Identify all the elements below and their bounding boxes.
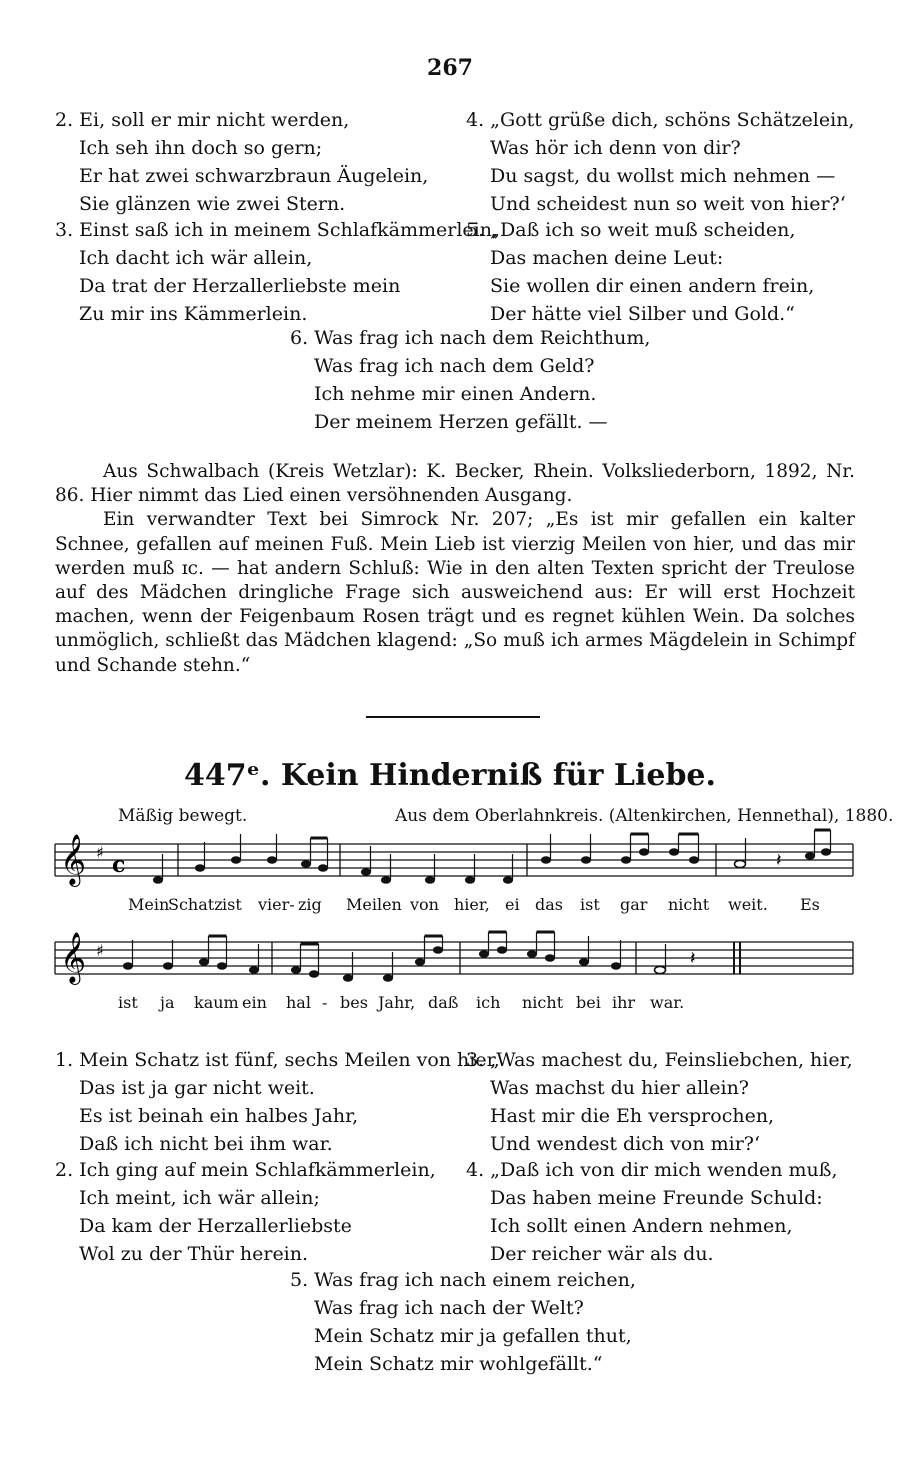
- verse-line: Daß ich nicht bei ihm war.: [79, 1133, 333, 1155]
- sharp-icon: ♯: [96, 843, 104, 862]
- treble-clef-icon: 𝄞: [60, 834, 87, 885]
- verse-line: Was hör ich denn von dir?: [490, 137, 741, 159]
- verse-line: Ich meint, ich wär allein;: [79, 1187, 320, 1209]
- verse-line: 5. „Daß ich so weit muß scheiden,: [466, 219, 796, 241]
- verse-line: Mein Schatz mir wohlgefällt.“: [314, 1353, 603, 1375]
- verse-line: Ich sollt einen Andern nehmen,: [490, 1215, 793, 1237]
- commentary: [55, 460, 855, 678]
- lyric-syllable: das: [535, 895, 563, 914]
- stanza-bottom-1: [55, 1046, 500, 1158]
- verse-line: Da trat der Herzallerliebste mein: [79, 275, 401, 297]
- verse-line: 2. Ich ging auf mein Schlafkämmerlein,: [55, 1159, 436, 1181]
- commentary-paragraph: Aus Schwalbach (Kreis Wetzlar): K. Becker, Rhein. Volksliederborn, 1892, Nr. 86. Hier nimmt das Lied einen versöhnenden Ausgang.: [55, 461, 855, 507]
- stanza-bottom-5: [290, 1266, 636, 1378]
- lyric-syllable: nicht: [522, 993, 564, 1012]
- notes-group-1: [154, 830, 831, 883]
- verse-line: 3. Einst saß ich in meinem Schlafkämmerlein,: [55, 219, 499, 241]
- verse-line: 4. „Daß ich von dir mich wenden muß,: [466, 1159, 838, 1181]
- verse-line: Der meinem Herzen gefällt. —: [314, 411, 608, 433]
- song-source: Aus dem Oberlahnkreis. (Altenkirchen, Hennethal), 1880.: [395, 806, 894, 826]
- lyric-syllable: Mein: [128, 895, 170, 914]
- verse-line: Der reicher wär als du.: [490, 1243, 714, 1265]
- lyric-syllable: Jahr,: [378, 993, 416, 1012]
- common-time-icon: c: [112, 852, 126, 878]
- verse-line: Mein Schatz mir ja gefallen thut,: [314, 1325, 632, 1347]
- lyric-syllable: weit.: [728, 895, 768, 914]
- quarter-rest-icon: 𝄽: [776, 850, 782, 871]
- stanza-bottom-4: [466, 1156, 838, 1268]
- stanza-top-4: [466, 106, 854, 218]
- verse-line: Sie glänzen wie zwei Stern.: [79, 193, 346, 215]
- lyric-syllable: ei: [505, 895, 520, 914]
- verse-line: 4. „Gott grüße dich, schöns Schätzelein,: [466, 109, 855, 131]
- lyric-syllable: Schatz: [168, 895, 223, 914]
- verse-line: Der hätte viel Silber und Gold.“: [490, 303, 795, 325]
- lyric-syllable: gar: [620, 895, 648, 914]
- verse-line: Sie wollen dir einen andern frein,: [490, 275, 815, 297]
- lyric-syllable: zig: [298, 895, 322, 914]
- sharp-icon: ♯: [96, 941, 104, 960]
- verse-line: 2. Ei, soll er mir nicht werden,: [55, 109, 350, 131]
- verse-line: 5. Was frag ich nach einem reichen,: [290, 1269, 636, 1291]
- verse-line: Er hat zwei schwarzbraun Äugelein,: [79, 165, 429, 187]
- lyric-syllable: bes: [340, 993, 368, 1012]
- verse-line: Ich seh ihn doch so gern;: [79, 137, 323, 159]
- tempo-marking: Mäßig bewegt.: [118, 806, 248, 826]
- lyric-syllable: ist: [580, 895, 600, 914]
- commentary-paragraph: Ein verwandter Text bei Simrock Nr. 207; „Es ist mir gefallen ein kalter Schnee, gefallen auf meinen Fuß. Mein Lieb ist vierzig Meilen von hier, und das mir werden muß ɪc. — hat andern Schluß: Wie in den alten Texten spricht der Treulose auf des Mädchen dringliche Frage sich ausweichend aus: Er will erst Hochzeit machen, wenn der Feigenbaum Rosen trägt und es regnet kühlen Wein. Da solches unmöglich, schließt das Mädchen klagend: „So muß ich armes Mägdelein in Schimpf und Schande stehn.“: [55, 509, 855, 676]
- verse-line: Das machen deine Leut:: [490, 247, 724, 269]
- lyric-syllable: von: [410, 895, 439, 914]
- verse-line: Wol zu der Thür herein.: [79, 1243, 309, 1265]
- lyric-syllable: daß: [428, 993, 459, 1012]
- lyric-syllable: ich: [476, 993, 501, 1012]
- verse-line: 1. Mein Schatz ist fünf, sechs Meilen von hier,: [55, 1049, 500, 1071]
- stanza-bottom-2: [55, 1156, 436, 1268]
- section-divider: [366, 716, 540, 718]
- verse-line: Da kam der Herzallerliebste: [79, 1215, 352, 1237]
- lyric-syllable: ja: [160, 993, 175, 1012]
- verse-line: Was machst du hier allein?: [490, 1077, 749, 1099]
- lyric-syllable: ist: [222, 895, 242, 914]
- lyric-syllable: ihr: [612, 993, 636, 1012]
- lyric-syllable: war.: [650, 993, 685, 1012]
- lyric-syllable: ein: [242, 993, 267, 1012]
- lyric-syllable: ist: [118, 993, 138, 1012]
- lyric-syllable: hier,: [454, 895, 490, 914]
- lyric-syllable: vier-: [258, 895, 295, 914]
- verse-line: Ich dacht ich wär allein,: [79, 247, 313, 269]
- stanza-top-6: [290, 324, 650, 436]
- verse-line: 3. ‚Was machest du, Feinsliebchen, hier,: [466, 1049, 853, 1071]
- verse-line: Ich nehme mir einen Andern.: [314, 383, 597, 405]
- music-staff-1: [0, 820, 900, 900]
- verse-line: Es ist beinah ein halbes Jahr,: [79, 1105, 359, 1127]
- music-staff-2: [0, 918, 900, 998]
- verse-line: Das haben meine Freunde Schuld:: [490, 1187, 823, 1209]
- verse-line: Und wendest dich von mir?‘: [490, 1133, 761, 1155]
- stanza-top-5: [466, 216, 814, 328]
- stanza-top-2: [55, 106, 428, 218]
- lyric-syllable: bei: [576, 993, 601, 1012]
- quarter-rest-icon: 𝄽: [690, 948, 696, 969]
- stanza-bottom-3: [466, 1046, 853, 1158]
- verse-line: Zu mir ins Kämmerlein.: [79, 303, 308, 325]
- lyric-syllable: nicht: [668, 895, 710, 914]
- verse-line: Das ist ja gar nicht weit.: [79, 1077, 315, 1099]
- lyric-syllable: Es: [800, 895, 820, 914]
- verse-line: 6. Was frag ich nach dem Reichthum,: [290, 327, 651, 349]
- verse-line: Du sagst, du wollst mich nehmen —: [490, 165, 836, 187]
- lyric-syllable: kaum: [194, 993, 239, 1012]
- lyric-syllable: hal: [286, 993, 311, 1012]
- page-number: 267: [427, 55, 473, 81]
- verse-line: Was frag ich nach der Welt?: [314, 1297, 584, 1319]
- treble-clef-icon: 𝄞: [60, 932, 87, 983]
- lyric-syllable: Meilen: [346, 895, 402, 914]
- verse-line: Und scheidest nun so weit von hier?‘: [490, 193, 846, 215]
- stanza-top-3: [55, 216, 498, 328]
- lyric-syllable: -: [322, 993, 328, 1012]
- verse-line: Was frag ich nach dem Geld?: [314, 355, 595, 377]
- verse-line: Hast mir die Eh versprochen,: [490, 1105, 775, 1127]
- song-title: 447ᵉ. Kein Hinderniß für Liebe.: [184, 758, 716, 793]
